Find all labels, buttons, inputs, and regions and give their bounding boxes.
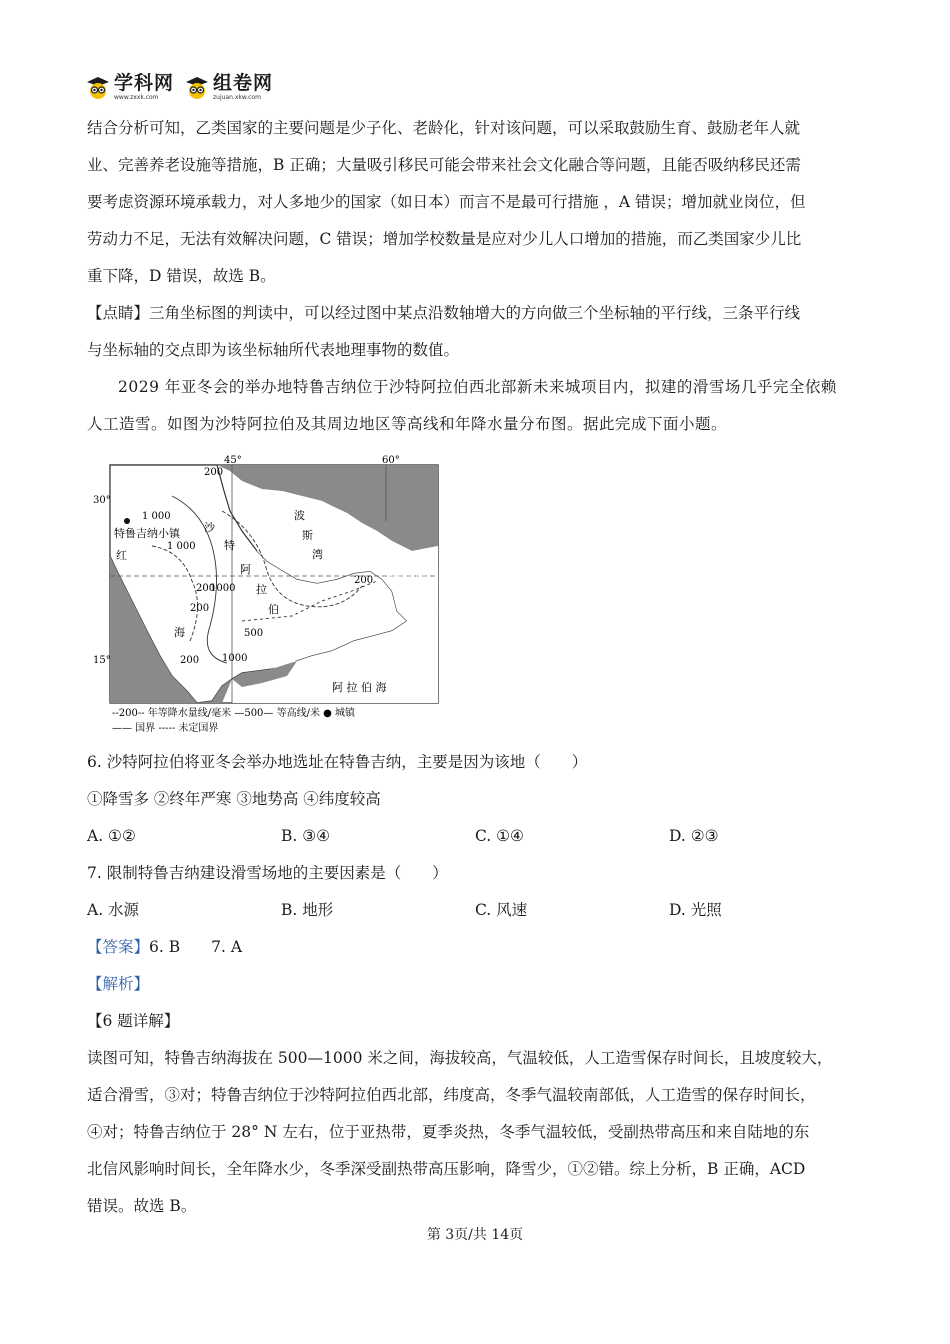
- contour-value: 1000: [222, 653, 248, 664]
- detail-line: ④对；特鲁吉纳位于 28° N 左右，位于亚热带，夏季炎热，冬季气温较低，受副热带高压和来自陆地的东: [87, 1123, 810, 1141]
- logo2-name: 组卷网: [213, 71, 274, 94]
- detail-line: 北信风影响时间长，全年降水少，冬季深受副热带高压影响，降雪少，①②错。综上分析，B 正确，ACD: [87, 1160, 806, 1178]
- q6-stem: 6. 沙特阿拉伯将亚冬会举办地选址在特鲁吉纳，主要是因为该地（ ）: [87, 753, 588, 771]
- option-d: D. ②③: [669, 827, 719, 845]
- gulf-label: 波: [294, 509, 305, 522]
- answer-text: 6. B 7. A: [149, 938, 243, 956]
- owl-icon: [85, 74, 111, 100]
- page-footer: 第 3页/共 14页: [426, 1227, 524, 1243]
- q6-items: ①降雪多 ②终年严寒 ③地势高 ④纬度较高: [87, 790, 381, 808]
- contour-value: 1000: [210, 583, 236, 594]
- gulf-label: 斯: [302, 529, 313, 542]
- analysis-label: 【解析】: [87, 975, 150, 993]
- lat-label: 30°: [93, 495, 111, 506]
- q7-options: [87, 892, 863, 929]
- option-c: C. 风速: [475, 901, 528, 919]
- intro-line: 人工造雪。如图为沙特阿拉伯及其周边地区等高线和年降水量分布图。据此完成下面小题。: [87, 415, 728, 433]
- legend-line: --200-- 年等降水量线/毫米 —500— 等高线/米 ● 城镇: [112, 708, 356, 719]
- option-a: A. 水源: [87, 901, 140, 919]
- contour-value: 500: [244, 628, 264, 639]
- questions: [87, 744, 863, 1225]
- lon-label: 60°: [382, 455, 400, 466]
- sea-label: 海: [174, 626, 185, 639]
- owl-icon: [184, 74, 210, 100]
- text-line: 要考虑资源环境承载力，对人多地少的国家（如日本）而言不是最可行措施 ，A 错误；增加就业岗位，但: [87, 193, 806, 211]
- lon-label: 45°: [224, 455, 242, 466]
- detail-line: 适合滑雪，③对；特鲁吉纳位于沙特阿拉伯西北部，纬度高，冬季气温较南部低，人工造雪的保存时间长，: [87, 1086, 816, 1104]
- precip-value: 200: [204, 467, 224, 478]
- text-line: 劳动力不足，无法有效解决问题，C 错误；增加学校数量是应对少儿人口增加的措施，而乙类国家少儿比: [87, 230, 802, 248]
- logo1-name: 学科网: [114, 71, 175, 94]
- contour-value: 1 000: [167, 541, 196, 552]
- logo2-url: zujuan.xkw.com: [213, 93, 261, 101]
- option-d: D. 光照: [669, 901, 722, 919]
- country-label: 特: [224, 539, 235, 552]
- intro-line: 2029 年亚冬会的举办地特鲁吉纳位于沙特阿拉伯西北部新未来城项目内，拟建的滑雪场几乎完全依赖: [118, 378, 837, 396]
- precip-value: 200: [190, 603, 210, 614]
- detail-label: 【6 题详解】: [87, 1012, 180, 1030]
- saudi-map: [92, 451, 446, 736]
- tropic-label: 北回归线: [388, 573, 428, 584]
- detail-line: 错误。故选 B。: [87, 1197, 197, 1215]
- option-b: B. ③④: [281, 827, 331, 845]
- arabian-sea-label: 阿 拉 伯 海: [332, 681, 387, 694]
- header-logo: [85, 70, 273, 104]
- town-dot: [124, 518, 130, 524]
- country-label: 阿: [240, 563, 251, 576]
- tip-line: [87, 295, 863, 332]
- precip-value: 200: [354, 575, 374, 586]
- answer-label: 【答案】: [87, 938, 150, 956]
- answer-line: [87, 929, 863, 966]
- precip-value: 200: [196, 583, 216, 594]
- option-b: B. 地形: [281, 901, 334, 919]
- option-c: C. ①④: [475, 827, 524, 845]
- town-label: 特鲁吉纳小镇: [114, 527, 180, 540]
- tip-label: 【点睛】: [87, 304, 150, 322]
- precip-value: 200: [180, 655, 200, 666]
- page-content: [87, 110, 863, 443]
- detail-line: 读图可知，特鲁吉纳海拔在 500—1000 米之间，海拔较高，气温较低，人工造雪保存时间长，且坡度较大，: [87, 1049, 833, 1067]
- zujuan-logo: [184, 71, 274, 101]
- country-label: 伯: [268, 603, 279, 616]
- legend-line: —— 国界 ----- 未定国界: [112, 723, 219, 734]
- text-line: 业、完善养老设施等措施，B 正确；大量吸引移民可能会带来社会文化融合等问题，且能否吸纳移民还需: [87, 156, 801, 174]
- text-line: 与坐标轴的交点即为该坐标轴所代表地理事物的数值。: [87, 341, 460, 359]
- lat-label: 15°: [93, 655, 111, 666]
- gulf-label: 湾: [312, 548, 323, 561]
- text-line: 结合分析可知，乙类国家的主要问题是少子化、老龄化，针对该问题，可以采取鼓励生育、鼓励老年人就: [87, 119, 801, 137]
- q6-options: [87, 818, 863, 855]
- zxxk-logo: [85, 71, 175, 101]
- text-line: 重下降，D 错误，故选 B。: [87, 267, 276, 285]
- red-sea-label: 红: [116, 549, 127, 562]
- option-a: A. ①②: [87, 827, 136, 845]
- tip-text: 三角坐标图的判读中，可以经过图中某点沿数轴增大的方向做三个坐标轴的平行线，三条平行线: [149, 304, 801, 322]
- contour-value: 1 000: [142, 511, 171, 522]
- q7-stem: 7. 限制特鲁吉纳建设滑雪场地的主要因素是（ ）: [87, 864, 448, 882]
- logo1-url: www.zxxk.com: [114, 93, 159, 101]
- country-label: 沙: [204, 521, 215, 534]
- country-label: 拉: [256, 583, 267, 596]
